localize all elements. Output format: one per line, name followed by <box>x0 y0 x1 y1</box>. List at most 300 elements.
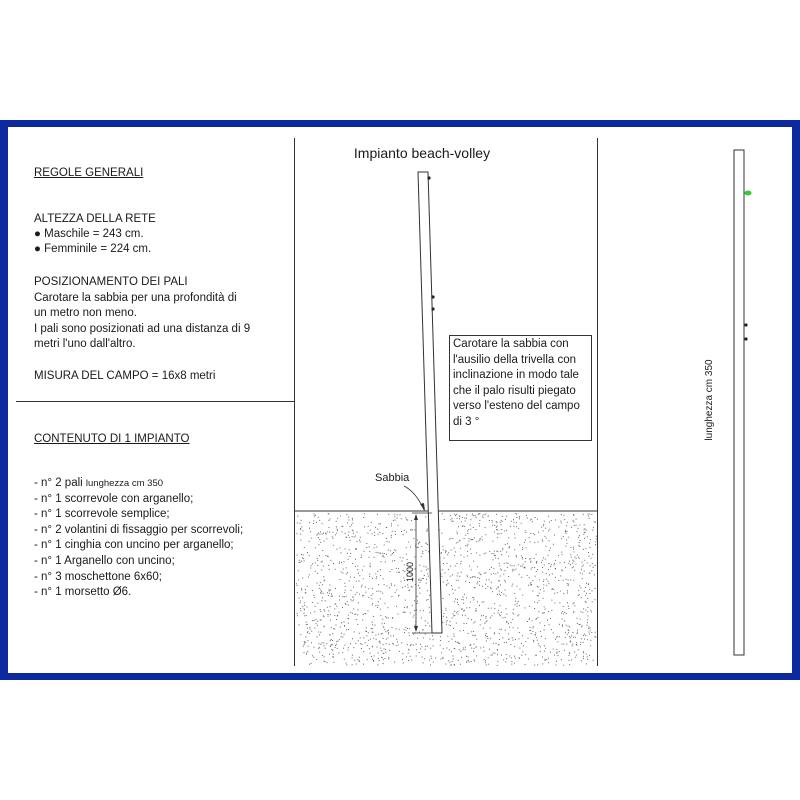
sand-dot <box>322 561 323 562</box>
sand-dot <box>303 555 304 556</box>
sand-dot <box>519 657 520 658</box>
sand-dot <box>329 654 330 655</box>
sand-dot <box>392 627 393 628</box>
sand-dot <box>453 521 454 522</box>
sand-dot <box>396 639 397 640</box>
sand-dot <box>324 580 325 581</box>
list-item: - n° 3 moschettone 6x60; <box>34 570 162 583</box>
sand-dot <box>416 644 417 645</box>
sand-dot <box>364 566 365 567</box>
sand-dot <box>297 522 298 523</box>
sand-dot <box>424 658 425 659</box>
sand-dot <box>341 562 342 563</box>
sand-dot <box>472 577 473 578</box>
sand-dot <box>299 562 300 563</box>
sand-dot <box>474 661 475 662</box>
sand-dot <box>424 575 425 576</box>
sand-dot <box>417 596 418 597</box>
sand-dot <box>322 655 323 656</box>
sand-dot <box>303 646 304 647</box>
sand-dot <box>584 532 585 533</box>
sand-dot <box>496 514 497 515</box>
sand-dot <box>372 628 373 629</box>
sand-dot <box>465 647 466 648</box>
sand-dot <box>454 665 455 666</box>
sand-dot <box>385 603 386 604</box>
sand-dot <box>585 548 586 549</box>
sand-dot <box>317 558 318 559</box>
sand-dot <box>421 546 422 547</box>
sand-dot <box>422 578 423 579</box>
sand-dot <box>473 527 474 528</box>
sand-dot <box>307 624 308 625</box>
sand-dot <box>514 663 515 664</box>
sand-dot <box>570 641 571 642</box>
sand-dot <box>445 664 446 665</box>
sand-dot <box>459 516 460 517</box>
sand-dot <box>419 565 420 566</box>
sand-dot <box>426 550 427 551</box>
sand-dot <box>450 515 451 516</box>
sand-dot <box>388 549 389 550</box>
sand-dot <box>320 609 321 610</box>
sand-dot <box>413 634 414 635</box>
sand-dot <box>363 637 364 638</box>
sand-dot <box>533 640 534 641</box>
sand-dot <box>431 658 432 659</box>
sand-dot <box>466 514 467 515</box>
sand-dot <box>595 565 596 566</box>
sand-dot <box>522 549 523 550</box>
sand-dot <box>311 565 312 566</box>
sand-dot <box>374 544 375 545</box>
sand-dot <box>404 632 405 633</box>
sand-dot <box>482 537 483 538</box>
sand-dot <box>505 519 506 520</box>
sand-dot <box>451 585 452 586</box>
sand-dot <box>355 643 356 644</box>
sand-dot <box>302 606 303 607</box>
sand-dot <box>449 594 450 595</box>
sand-dot <box>410 645 411 646</box>
sand-dot <box>470 529 471 530</box>
sand-dot <box>565 530 566 531</box>
sand-dot <box>332 596 333 597</box>
sand-dot <box>571 635 572 636</box>
sand-dot <box>590 539 591 540</box>
sand-dot <box>586 583 587 584</box>
sand-dot <box>543 613 544 614</box>
sand-dot <box>503 574 504 575</box>
sand-dot <box>493 541 494 542</box>
sand-dot <box>403 663 404 664</box>
sand-dot <box>400 581 401 582</box>
sand-dot <box>329 569 330 570</box>
sand-dot <box>426 583 427 584</box>
sand-dot <box>336 526 337 527</box>
sand-dot <box>577 555 578 556</box>
sand-dot <box>578 545 579 546</box>
sand-dot <box>518 601 519 602</box>
sand-dot <box>345 548 346 549</box>
sand-dot <box>465 649 466 650</box>
sand-dot <box>540 646 541 647</box>
net-height-male: Maschile = 243 cm. <box>44 228 144 240</box>
sand-dot <box>418 585 419 586</box>
sand-dot <box>320 590 321 591</box>
sand-dot <box>581 569 582 570</box>
sand-dot <box>342 573 343 574</box>
sand-dot <box>380 648 381 649</box>
sand-dot <box>591 632 592 633</box>
sand-dot <box>502 617 503 618</box>
sand-dot <box>347 601 348 602</box>
sand-dot <box>319 634 320 635</box>
sand-dot <box>511 661 512 662</box>
sand-dot <box>529 577 530 578</box>
sand-dot <box>497 665 498 666</box>
sand-dot <box>341 571 342 572</box>
sand-dot <box>382 619 383 620</box>
sand-dot <box>478 514 479 515</box>
sand-dot <box>563 515 564 516</box>
sand-dot <box>561 613 562 614</box>
sand-dot <box>469 538 470 539</box>
sand-dot <box>320 620 321 621</box>
sand-dot <box>466 662 467 663</box>
sand-dot <box>319 652 320 653</box>
sand-dot <box>366 627 367 628</box>
sand-dot <box>508 556 509 557</box>
sand-dot <box>387 585 388 586</box>
sand-dot <box>332 633 333 634</box>
sand-dot <box>550 548 551 549</box>
sand-dot <box>317 621 318 622</box>
sand-dot <box>367 659 368 660</box>
sand-dot <box>348 520 349 521</box>
sand-dot <box>558 580 559 581</box>
sand-dot <box>353 647 354 648</box>
sand-dot <box>468 633 469 634</box>
sand-dot <box>317 560 318 561</box>
sand-dot <box>421 580 422 581</box>
sand-dot <box>421 556 422 557</box>
sand-dot <box>514 549 515 550</box>
sand-dot <box>456 514 457 515</box>
sand-dot <box>446 585 447 586</box>
sand-dot <box>396 572 397 573</box>
sand-dot <box>333 532 334 533</box>
dimension-arrow <box>414 626 418 632</box>
sand-dot <box>445 573 446 574</box>
sand-dot <box>496 551 497 552</box>
sand-dot <box>337 549 338 550</box>
sand-dot <box>577 629 578 630</box>
drilling-note: Carotare la sabbia con l'ausilio della trivella con inclinazione in modo tale che il palo risulti piegato verso l'esteno del campo di 3 ° <box>449 335 592 441</box>
sand-dot <box>589 634 590 635</box>
sand-dot <box>429 639 430 640</box>
sand-dot <box>562 644 563 645</box>
sand-dot <box>467 551 468 552</box>
sand-dot <box>562 618 563 619</box>
sand-dot <box>555 639 556 640</box>
sand-dot <box>494 555 495 556</box>
sand-dot <box>306 654 307 655</box>
sand-dot <box>444 519 445 520</box>
sand-dot <box>472 514 473 515</box>
sand-dot <box>337 648 338 649</box>
sand-dot <box>446 617 447 618</box>
sand-dot <box>409 628 410 629</box>
sand-dot <box>572 644 573 645</box>
sand-dot <box>494 603 495 604</box>
sand-dot <box>371 598 372 599</box>
sand-dot <box>365 631 366 632</box>
sand-dot <box>329 634 330 635</box>
sand-dot <box>350 612 351 613</box>
sand-dot <box>565 632 566 633</box>
sand-dot <box>556 661 557 662</box>
sand-dot <box>568 585 569 586</box>
sand-dot <box>401 561 402 562</box>
sand-dot <box>572 632 573 633</box>
tilted-pole <box>418 172 442 633</box>
sand-dot <box>494 633 495 634</box>
sand-dot <box>524 607 525 608</box>
sand-dot <box>563 536 564 537</box>
sand-dot <box>308 640 309 641</box>
sand-dot <box>575 657 576 658</box>
sand-dot <box>480 574 481 575</box>
sand-dot <box>352 664 353 665</box>
sand-dot <box>494 608 495 609</box>
sand-dot <box>313 595 314 596</box>
sand-dot <box>309 633 310 634</box>
sand-dot <box>497 572 498 573</box>
sand-dot <box>377 647 378 648</box>
sand-dot <box>458 614 459 615</box>
sand-dot <box>586 654 587 655</box>
sand-dot <box>344 592 345 593</box>
sand-dot <box>585 595 586 596</box>
sand-dot <box>471 661 472 662</box>
sand-dot <box>583 651 584 652</box>
sand-dot <box>348 650 349 651</box>
sand-dot <box>374 532 375 533</box>
sand-dot <box>485 527 486 528</box>
sand-dot <box>360 643 361 644</box>
sand-dot <box>521 577 522 578</box>
sand-dot <box>315 547 316 548</box>
sand-dot <box>550 618 551 619</box>
sand-dot <box>333 662 334 663</box>
sand-dot <box>464 610 465 611</box>
sand-dot <box>394 516 395 517</box>
sand-dot <box>342 526 343 527</box>
sand-dot <box>476 541 477 542</box>
sand-dot <box>593 567 594 568</box>
sand-dot <box>353 533 354 534</box>
sand-dot <box>532 631 533 632</box>
sand-dot <box>357 569 358 570</box>
sand-dot <box>405 612 406 613</box>
sand-dot <box>331 649 332 650</box>
sand-dot <box>450 566 451 567</box>
sand-dot <box>456 542 457 543</box>
sand-dot <box>357 541 358 542</box>
sand-dot <box>554 655 555 656</box>
sand-dot <box>582 566 583 567</box>
sand-dot <box>369 574 370 575</box>
sand-dot <box>401 642 402 643</box>
sand-dot <box>318 648 319 649</box>
sand-dot <box>320 644 321 645</box>
sand-dot <box>497 533 498 534</box>
sand-dot <box>368 610 369 611</box>
sand-dot <box>314 628 315 629</box>
pole-positioning-line: I pali sono posizionati ad una distanza di 9 <box>34 323 251 335</box>
sand-dot <box>569 655 570 656</box>
sand-dot <box>323 642 324 643</box>
sand-dot <box>496 643 497 644</box>
sand-dot <box>581 626 582 627</box>
sand-dot <box>537 664 538 665</box>
sand-dot <box>519 574 520 575</box>
sand-dot <box>312 655 313 656</box>
sand-dot <box>519 517 520 518</box>
sand-dot <box>522 566 523 567</box>
sand-dot <box>336 644 337 645</box>
sand-dot <box>402 653 403 654</box>
sand-dot <box>306 652 307 653</box>
sand-dot <box>588 516 589 517</box>
sand-dot <box>498 610 499 611</box>
pole-bracket <box>744 323 747 326</box>
sand-dot <box>582 612 583 613</box>
sand-dot <box>354 660 355 661</box>
sand-dot <box>514 646 515 647</box>
sand-dot <box>584 571 585 572</box>
sand-dot <box>517 628 518 629</box>
sand-dot <box>489 520 490 521</box>
sand-dot <box>328 527 329 528</box>
sand-dot <box>569 664 570 665</box>
sand-dot <box>423 662 424 663</box>
sand-dot <box>573 520 574 521</box>
sand-dot <box>318 517 319 518</box>
sand-dot <box>529 618 530 619</box>
sand-dot <box>469 582 470 583</box>
sand-dot <box>566 579 567 580</box>
sand-dot <box>508 633 509 634</box>
sand-dot <box>456 623 457 624</box>
sand-dot <box>545 528 546 529</box>
sand-dot <box>453 628 454 629</box>
sand-dot <box>392 618 393 619</box>
sand-dot <box>464 623 465 624</box>
sand-dot <box>387 607 388 608</box>
sand-dot <box>389 650 390 651</box>
sand-dot <box>572 645 573 646</box>
sand-dot <box>305 636 306 637</box>
sand-dot <box>351 590 352 591</box>
sand-dot <box>568 660 569 661</box>
sand-dot <box>521 555 522 556</box>
sand-dot <box>352 518 353 519</box>
sand-dot <box>406 656 407 657</box>
sand-dot <box>348 605 349 606</box>
sand-dot <box>363 517 364 518</box>
sand-dot <box>391 555 392 556</box>
sand-dot <box>302 578 303 579</box>
sand-dot <box>490 617 491 618</box>
sand-dot <box>470 602 471 603</box>
sand-dot <box>360 537 361 538</box>
sand-dot <box>514 604 515 605</box>
sand-dot <box>304 641 305 642</box>
sand-dot <box>590 547 591 548</box>
sand-dot <box>524 567 525 568</box>
sand-dot <box>467 556 468 557</box>
sand-dot <box>467 545 468 546</box>
sand-dot <box>363 664 364 665</box>
sand-dot <box>388 617 389 618</box>
sand-dot <box>369 576 370 577</box>
sand-dot <box>590 630 591 631</box>
sand-dot <box>313 520 314 521</box>
sand-dot <box>486 636 487 637</box>
sand-dot <box>417 547 418 548</box>
sand-dot <box>530 520 531 521</box>
sand-dot <box>307 586 308 587</box>
sand-dot <box>404 612 405 613</box>
sand-dot <box>570 579 571 580</box>
sand-dot <box>373 616 374 617</box>
sand-dot <box>297 516 298 517</box>
sand-dot <box>544 536 545 537</box>
sand-dot <box>583 565 584 566</box>
sand-dot <box>476 608 477 609</box>
sand-dot <box>468 541 469 542</box>
sand-dot <box>380 575 381 576</box>
sand-dot <box>586 530 587 531</box>
sand-dot <box>542 539 543 540</box>
sand-dot <box>450 625 451 626</box>
sand-dot <box>300 534 301 535</box>
sand-dot <box>483 517 484 518</box>
sand-dot <box>449 662 450 663</box>
sand-dot <box>448 583 449 584</box>
sand-dot <box>542 657 543 658</box>
sand-dot <box>363 595 364 596</box>
sand-dot <box>330 560 331 561</box>
sand-dot <box>304 547 305 548</box>
sand-dot <box>470 644 471 645</box>
sand-dot <box>530 541 531 542</box>
sand-dot <box>304 608 305 609</box>
sand-dot <box>363 651 364 652</box>
sand-dot <box>338 641 339 642</box>
sand-dot <box>300 523 301 524</box>
sand-dot <box>474 635 475 636</box>
sand-dot <box>529 537 530 538</box>
sand-dot <box>388 657 389 658</box>
sand-dot <box>545 659 546 660</box>
sand-dot <box>539 579 540 580</box>
sand-dot <box>485 662 486 663</box>
sand-dot <box>368 640 369 641</box>
sand-dot <box>396 645 397 646</box>
